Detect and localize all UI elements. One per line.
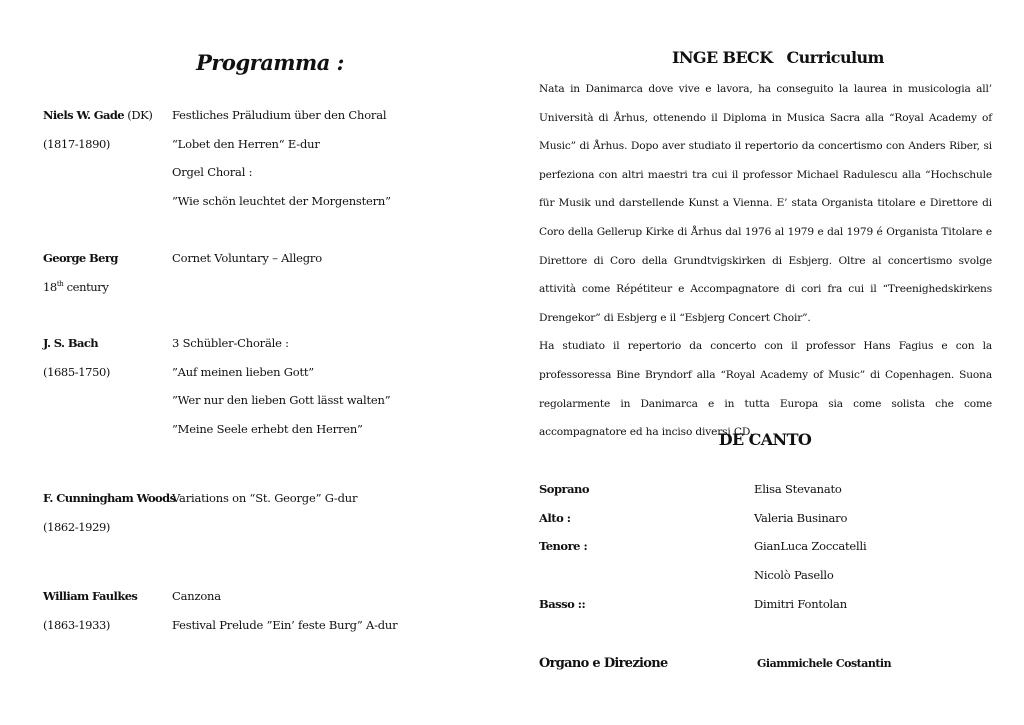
director-role: Organo e Direzione (539, 655, 668, 671)
program-entry-bach (43, 329, 503, 443)
work-title: Canzona (172, 589, 221, 604)
composer-name: F. Cunningham Woods (43, 491, 176, 506)
composer-name: William Faulkes (43, 589, 138, 604)
voice-role: Tenore : (539, 539, 588, 554)
singer-name: Dimitri Fontolan (754, 596, 847, 611)
program-entry-gade (43, 101, 503, 215)
director-row (539, 652, 999, 674)
work-title: 3 Schübler-Choräle : (172, 336, 289, 351)
voice-role: Alto : (539, 510, 571, 525)
choir-row (539, 589, 999, 618)
work-title: ”Meine Seele erhebt den Herren” (172, 421, 363, 436)
program-entry-berg (43, 244, 503, 301)
work-title: Cornet Voluntary – Allegro (172, 251, 322, 266)
singer-name: GianLuca Zoccatelli (754, 539, 867, 554)
composer-name: J. S. Bach (43, 336, 98, 351)
artist-name: INGE BECK (672, 48, 773, 67)
choir-list (539, 475, 999, 618)
composer-dates: (1685-1750) (43, 364, 110, 379)
work-title: ”Wie schön leuchtet der Morgenstern” (172, 193, 391, 208)
voice-role: Soprano (539, 482, 590, 497)
choir-row (539, 504, 999, 533)
composer-dates: (1863-1933) (43, 617, 110, 632)
voice-role: Basso :: (539, 596, 586, 611)
curriculum-page (512, 0, 1024, 725)
singer-name: Elisa Stevanato (754, 482, 842, 497)
curriculum-text (539, 75, 992, 447)
composer-dates: (1862-1929) (43, 519, 110, 534)
work-title: Variations on “St. George” G-dur (172, 491, 358, 506)
program-entry-faulkes (43, 582, 503, 639)
program-entry-woods (43, 484, 503, 541)
composer-name: George Berg (43, 251, 118, 266)
work-title: ”Auf meinen lieben Gott” (172, 364, 314, 379)
work-title: “Lobet den Herren“ E-dur (172, 136, 320, 151)
composer-dates: 18th century (43, 279, 109, 294)
program-title: Programma : (196, 50, 344, 75)
composer-dates: (1817-1890) (43, 136, 110, 151)
work-title: Festival Prelude ”Ein’ feste Burg” A-dur (172, 617, 398, 632)
work-title: Orgel Choral : (172, 165, 253, 180)
singer-name: Valeria Businaro (754, 510, 848, 525)
choir-row (539, 475, 999, 504)
composer-name: Niels W. Gade (43, 108, 125, 123)
singer-name: Nicolò Pasello (754, 568, 834, 583)
composer-origin: (DK) (124, 108, 153, 123)
choir-title: DE CANTO (718, 430, 812, 449)
curriculum-label: Curriculum (786, 48, 884, 67)
curriculum-paragraph: Ha studiato il repertorio da concerto con il professor Hans Fagius e con la professoressa Bine Bryndorf alla “Royal Academy of Music” di Copenhagen. Suona regolarmente in Danimarca e in tutta Europa sia come solista che come accompagnatore ed ha inciso diversi CD. (539, 340, 992, 439)
curriculum-heading (672, 48, 884, 67)
work-title: ”Wer nur den lieben Gott lässt walten” (172, 393, 391, 408)
director-name: Giammichele Costantin (757, 656, 892, 670)
work-title: Festliches Präludium über den Choral (172, 108, 387, 123)
curriculum-paragraph: Nata in Danimarca dove vive e lavora, ha conseguito la laurea in musicologia all’ Università di Århus, ottenendo il Diploma in Musica Sacra alla “Royal Academy of Music” di Århus. Dopo aver studiato il repertorio da concertismo con Anders Riber, si perfeziona con altri maestri tra cui il professor Michael Radulescu alla “Hochschule für Musik und darstellende Kunst a Vienna. E’ stata Organista titolare e Direttore di Coro della Gellerup Kirke di Århus dal 1976 al 1979 e dal 1979 é Organista Titolare e Direttore di Coro della Grundtvigskirken di Esbjerg. Oltre al concertismo svolge attività come Répétiteur e Accompagnatore di cori fra cui il “Treenighedskirkens Drengekor” di Esbjerg e il “Esbjerg Concert Choir”. (539, 83, 992, 324)
choir-row (539, 532, 999, 561)
choir-row (539, 561, 999, 590)
